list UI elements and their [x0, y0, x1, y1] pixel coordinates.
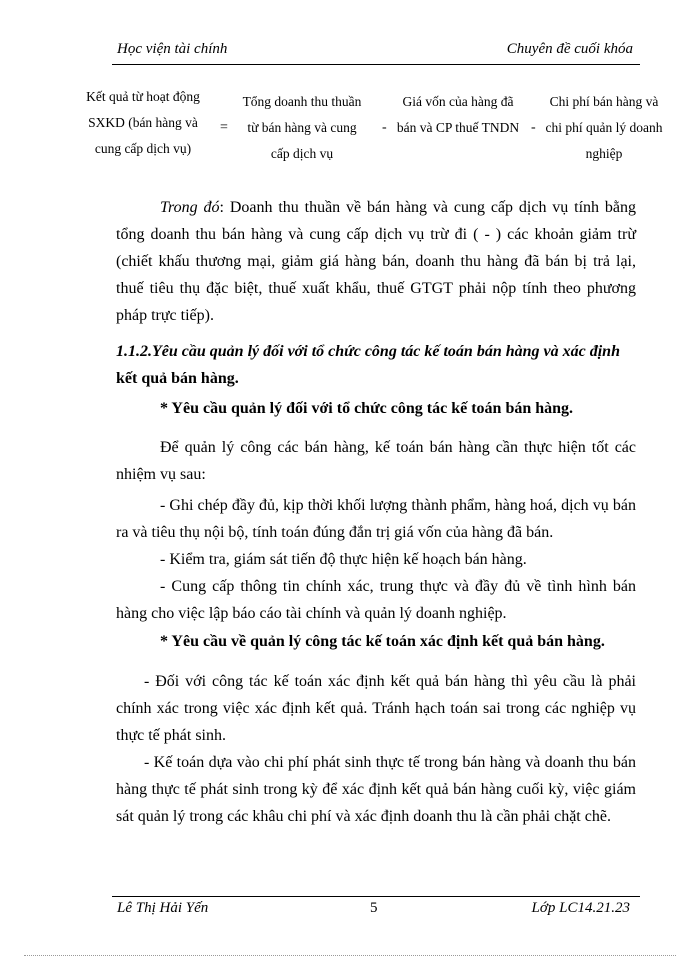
list-item: - Cung cấp thông tin chính xác, trung thực và đầy đủ về tình hình bán hàng cho việc lập báo cáo tài chính và quản lý doanh nghiệp.	[116, 578, 636, 622]
formula-minus-2: -	[531, 120, 536, 135]
heading-normal: kết quả bán hàng.	[116, 370, 239, 387]
formula-equals: =	[220, 120, 228, 135]
list-item: - Kế toán dựa vào chi phí phát sinh thực tế trong bán hàng và doanh thu bán hàng thực tế phát sinh trong kỳ để xác định kết quả bán hàng cuối kỳ, việc giám sát quản lý trong các khâu chi phí và xác định doanh thu là cần phải chặt chẽ.	[116, 754, 636, 825]
paragraph-lead: Trong đó	[160, 199, 220, 216]
bullet-list-tasks	[116, 492, 636, 627]
paragraph-tasks-intro	[116, 434, 636, 488]
heading-italic: 1.1.2.Yêu cầu quản lý đối với tổ chức công tác kế toán bán hàng và xác định	[116, 343, 620, 360]
formula-term-cogs: Giá vốn của hàng đã bán và CP thuế TNDN	[396, 94, 520, 135]
bullet-list-result	[116, 668, 636, 830]
paragraph-tasks-text: Để quản lý công các bán hàng, kế toán bán hàng cần thực hiện tốt các nhiệm vụ sau:	[116, 439, 636, 483]
formula-result: Kết quả từ hoạt động SXKD (bán hàng và cung cấp dịch vụ)	[86, 89, 200, 156]
paragraph-revenue-definition	[116, 194, 636, 329]
header-divider	[112, 64, 640, 65]
page-bottom-edge	[24, 955, 676, 956]
page-number: 5	[370, 900, 378, 916]
header-document-type: Chuyên đề cuối khóa	[506, 41, 633, 57]
header-institution: Học viện tài chính	[117, 41, 228, 57]
paragraph-text: : Doanh thu thuần về bán hàng và cung cấp dịch vụ tính bằng tổng doanh thu bán hàng và cung cấp dịch vụ trừ đi ( - ) các khoản giảm trừ (chiết khấu thương mại, giảm giá hàng bán, doanh thu hàng đã bán bị trả lại, thuế tiêu thụ đặc biệt, thuế xuất khẩu, thuế GTGT phải nộp tính theo phương pháp trực tiếp).	[116, 199, 637, 324]
subheading-sales-management: * Yêu cầu quản lý đối với tổ chức công tác kế toán bán hàng.	[160, 400, 574, 417]
formula-term-expenses: Chi phí bán hàng và chi phí quản lý doanh nghiệp	[545, 94, 663, 161]
footer-divider	[112, 896, 640, 897]
list-item: - Kiểm tra, giám sát tiến độ thực hiện kế hoạch bán hàng.	[160, 551, 527, 568]
subheading-result-management: * Yêu cầu về quản lý công tác kế toán xác định kết quả bán hàng.	[160, 633, 605, 650]
formula-block	[82, 84, 662, 184]
list-item: - Ghi chép đầy đủ, kịp thời khối lượng thành phẩm, hàng hoá, dịch vụ bán ra và tiêu thụ nội bộ, tính toán đúng đắn trị giá vốn của hàng đã bán.	[116, 497, 636, 541]
section-heading-1-1-2	[116, 338, 636, 392]
footer-author: Lê Thị Hải Yến	[117, 900, 209, 916]
list-item: - Đối với công tác kế toán xác định kết quả bán hàng thì yêu cầu là phải chính xác trong việc xác định kết quả. Tránh hạch toán sai trong các nghiệp vụ thực tế phát sinh.	[116, 673, 636, 744]
formula-term-revenue: Tổng doanh thu thuần từ bán hàng và cung cấp dịch vụ	[242, 94, 362, 161]
formula-minus-1: -	[382, 120, 387, 135]
footer-class: Lớp LC14.21.23	[531, 900, 630, 916]
